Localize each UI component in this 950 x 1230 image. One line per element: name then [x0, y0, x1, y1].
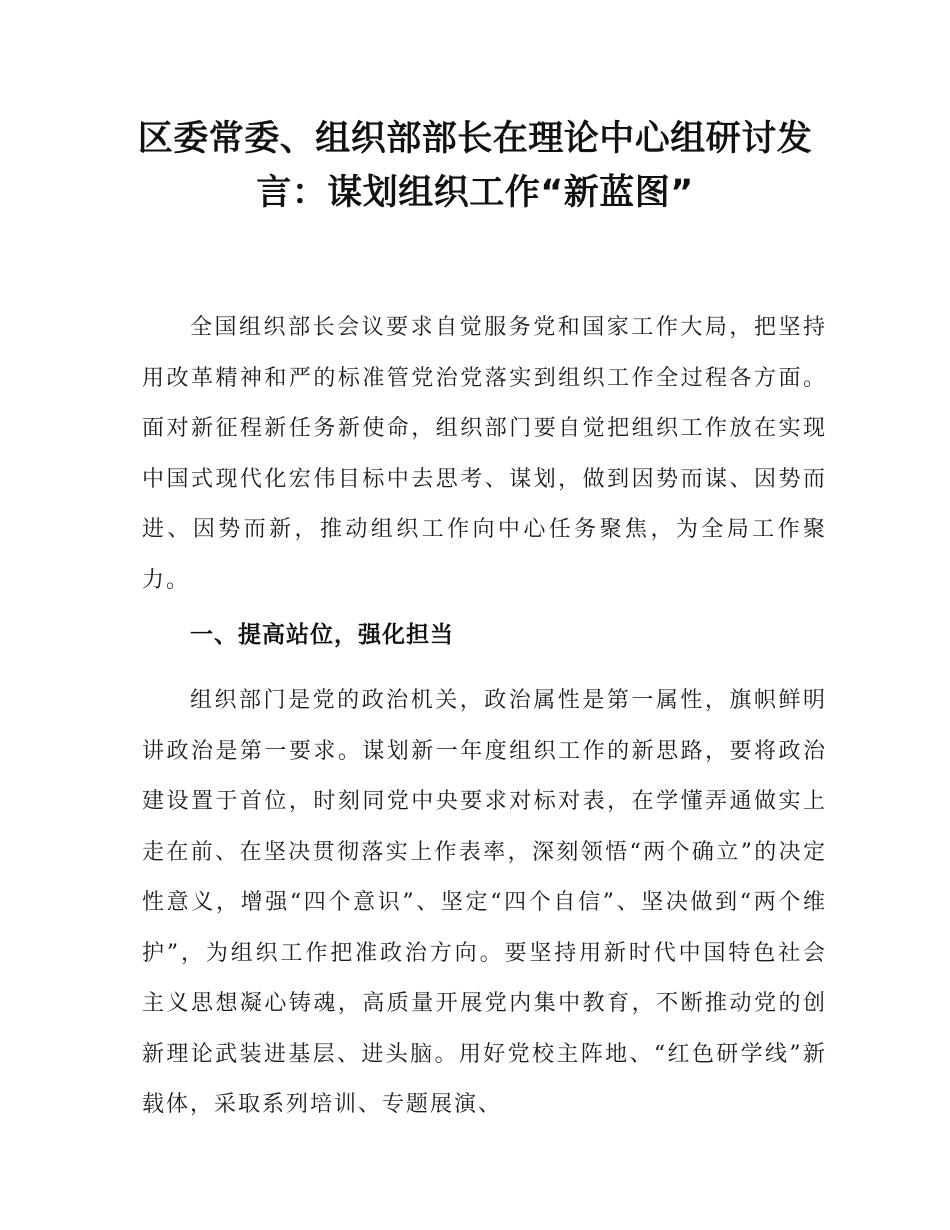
title-line-2: 言：谋划组织工作“新蓝图” [256, 173, 694, 213]
title-line-1: 区委常委、组织部部长在理论中心组研讨发 [137, 119, 813, 159]
intro-paragraph: 全国组织部长会议要求自觉服务党和国家工作大局，把坚持用改革精神和严的标准管党治党落实到组织工作全过程各方面。面对新征程新任务新使命，组织部门要自觉把组织工作放在实现中国式现代化宏伟目标中去思考、谋划，做到因势而谋、因势而进、因势而新，推动组织工作向中心任务聚焦，为全局工作聚力。 [142, 315, 827, 593]
document-title [130, 112, 820, 220]
body-paragraph: 组织部门是党的政治机关，政治属性是第一属性，旗帜鲜明讲政治是第一要求。谋划新一年度组织工作的新思路，要将政治建设置于首位，时刻同党中央要求对标对表，在学懂弄通做实上走在前、在坚决贯彻落实上作表率，深刻领悟“两个确立”的决定性意义，增强“四个意识”、坚定“四个自信”、坚决做到“两个维护”，为组织工作把准政治方向。要坚持用新时代中国特色社会主义思想凝心铸魂，高质量开展党内集中教育，不断推动党的创新理论武装进基层、进头脑。用好党校主阵地、“红色研学线”新载体，采取系列培训、专题展演、 [142, 688, 827, 1117]
section-heading: 一、提高站位，强化担当 [190, 622, 454, 648]
